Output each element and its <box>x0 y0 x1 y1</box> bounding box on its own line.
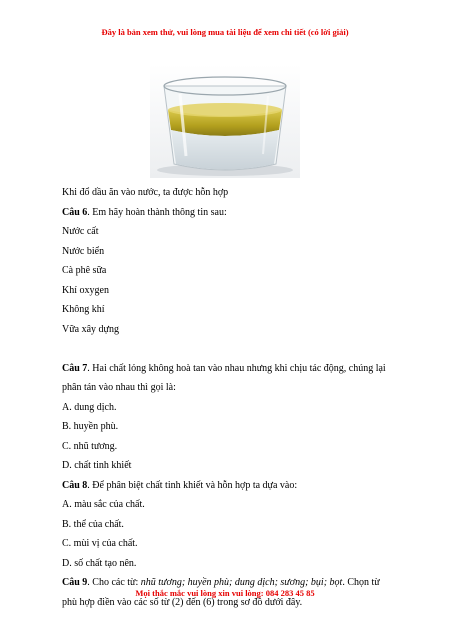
answer-option: D. chất tinh khiết <box>62 460 132 471</box>
answer-option: A. dung dịch. <box>62 401 117 413</box>
question-8-label: Câu 8 <box>62 479 88 491</box>
question-7-prompt: . Hai chất lỏng không hoà tan vào nhau nhưng khi chịu tác động, chúng lại <box>87 362 386 374</box>
answer-option: C. nhũ tương. <box>62 440 118 452</box>
answer-option: B. huyền phù. <box>62 421 119 432</box>
list-item: Nước biển <box>62 245 105 257</box>
answer-option: B. thể của chất. <box>62 518 124 530</box>
list-item: Cà phê sữa <box>62 265 107 276</box>
question-7 <box>62 359 402 379</box>
document-body <box>62 183 402 612</box>
question-9-prompt-b: . Chọn từ <box>342 577 380 588</box>
question-7-prompt-line2: phân tán vào nhau thì gọi là: <box>62 382 176 393</box>
answer-option: D. số chất tạo nên. <box>62 557 137 569</box>
list-item: Không khí <box>62 304 105 315</box>
oil-water-glass-photo <box>150 64 300 178</box>
list-item: Khí oxygen <box>62 284 109 296</box>
question-8-prompt: . Để phân biệt chất tinh khiết và hỗn hợp ta dựa vào: <box>87 479 298 491</box>
question-9-prompt-line2: phù hợp điền vào các số từ (2) đến (6) trong sơ đồ dưới đây. <box>62 596 303 608</box>
question-8 <box>62 476 402 496</box>
question-9-label: Câu 9 <box>62 577 88 588</box>
intro-line: Khi đổ dầu ăn vào nước, ta được hỗn hợp <box>62 187 229 198</box>
question-9-prompt-a: . Cho các từ: <box>87 577 141 588</box>
question-9-terms: nhũ tương; huyền phù; dung dịch; sương; bụi; bọt <box>140 577 343 588</box>
list-item: Nước cất <box>62 226 99 237</box>
list-item: Vữa xây dựng <box>62 323 119 335</box>
question-6-prompt: . Em hãy hoàn thành thông tin sau: <box>87 206 227 218</box>
footer-notice: Mọi thắc mắc vui lòng xin vui lòng: 084 283 45 85 <box>135 588 315 598</box>
paragraph-gap <box>62 339 402 359</box>
header-notice: Đây là bản xem thử, vui lòng mua tài liệu để xem chi tiết (có lời giải) <box>101 27 349 37</box>
question-6-label: Câu 6 <box>62 206 88 218</box>
answer-option: A. màu sắc của chất. <box>62 499 145 510</box>
answer-option: C. mùi vị của chất. <box>62 538 138 549</box>
question-7-label: Câu 7 <box>62 362 88 374</box>
question-6 <box>62 203 402 223</box>
